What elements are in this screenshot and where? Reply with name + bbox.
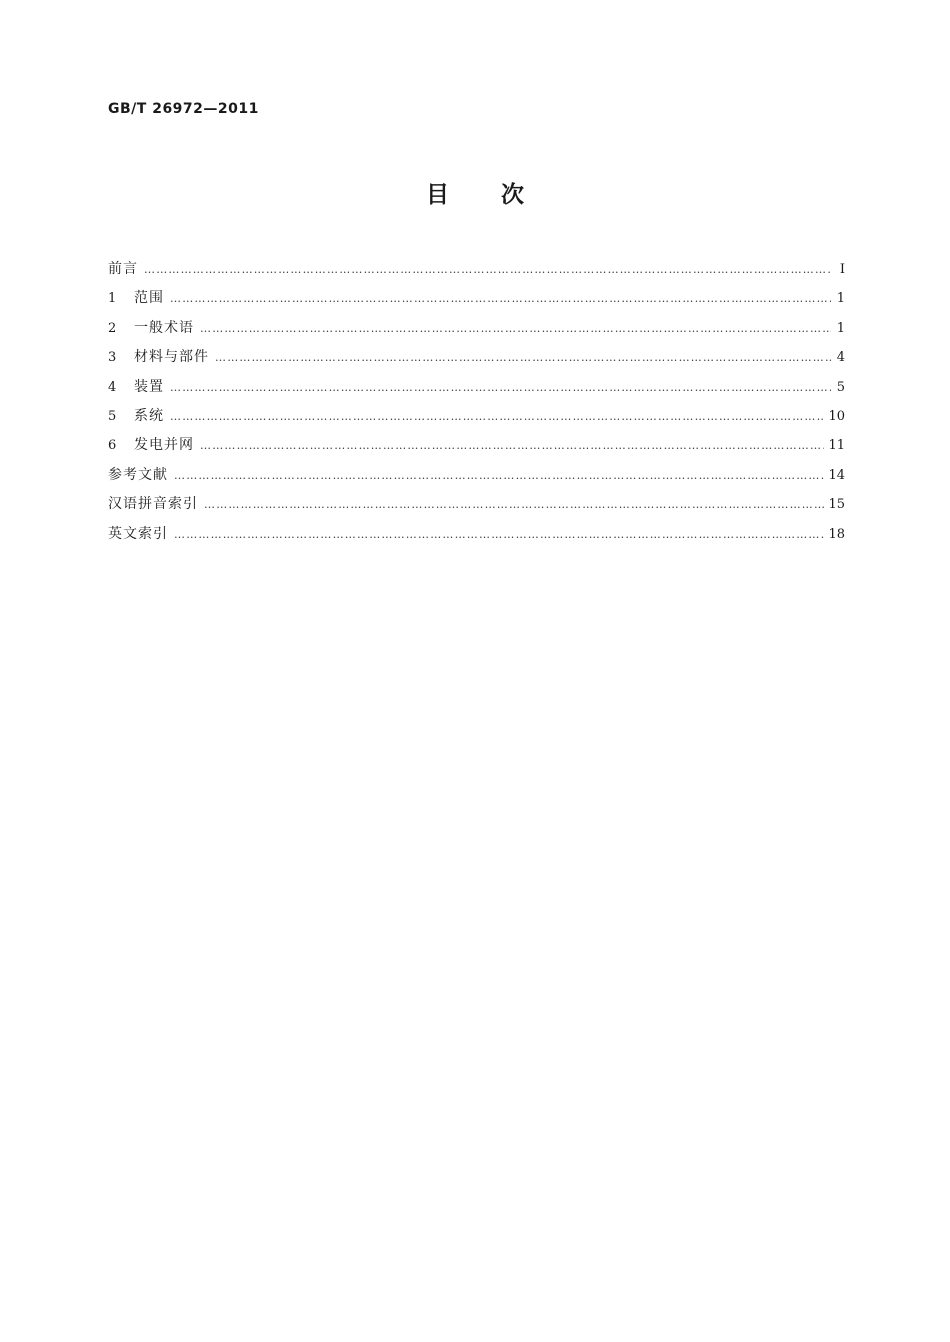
toc-entry-devices[interactable] xyxy=(108,376,845,405)
toc-leader-dots xyxy=(200,318,831,340)
toc-entry-general-terms[interactable] xyxy=(108,317,845,346)
toc-leader-dots xyxy=(204,494,824,516)
toc-entry-page: 1 xyxy=(836,291,845,307)
toc-entry-number: 1 xyxy=(108,291,117,307)
toc-entry-label: 一般术语 xyxy=(134,319,194,336)
title-char-2: 次 xyxy=(501,182,524,208)
toc-entry-label: 英文索引 xyxy=(108,525,168,542)
toc-leader-dots xyxy=(170,288,831,310)
toc-entry-label: 参考文献 xyxy=(108,466,168,483)
toc-leader-dots xyxy=(174,465,824,487)
toc-entry-references[interactable] xyxy=(108,464,845,493)
table-of-contents xyxy=(108,258,845,552)
toc-leader-dots xyxy=(200,435,824,457)
toc-entry-page: 11 xyxy=(828,438,845,454)
page-title xyxy=(0,180,950,210)
title-char-1: 目 xyxy=(426,182,449,208)
toc-entry-page: 4 xyxy=(836,350,845,366)
toc-leader-dots xyxy=(215,347,831,369)
toc-entry-label: 发电并网 xyxy=(134,437,194,454)
toc-entry-label: 汉语拼音索引 xyxy=(108,496,198,513)
toc-entry-grid-connection[interactable] xyxy=(108,434,845,463)
toc-leader-dots xyxy=(144,259,831,281)
toc-entry-label: 系统 xyxy=(134,407,164,424)
toc-entry-number: 6 xyxy=(108,438,117,454)
toc-entry-materials[interactable] xyxy=(108,346,845,375)
toc-entry-page: 18 xyxy=(828,526,845,542)
toc-entry-number: 4 xyxy=(108,379,117,395)
toc-entry-preface[interactable] xyxy=(108,258,845,287)
toc-entry-label: 前言 xyxy=(108,261,138,277)
toc-entry-page: 1 xyxy=(836,320,845,336)
toc-entry-number: 5 xyxy=(108,408,117,424)
toc-entry-label: 材料与部件 xyxy=(134,349,209,366)
toc-entry-page: 5 xyxy=(836,379,845,395)
toc-leader-dots xyxy=(170,377,831,399)
toc-entry-scope[interactable] xyxy=(108,287,845,316)
toc-entry-english-index[interactable] xyxy=(108,523,845,552)
toc-entry-page: Ⅰ xyxy=(839,262,845,277)
toc-entry-number: 2 xyxy=(108,320,117,336)
toc-entry-label: 范围 xyxy=(134,290,164,307)
toc-leader-dots xyxy=(170,406,824,428)
toc-entry-number: 3 xyxy=(108,350,117,366)
toc-entry-page: 10 xyxy=(828,408,845,424)
standard-code: GB/T 26972—2011 xyxy=(108,101,259,117)
toc-entry-systems[interactable] xyxy=(108,405,845,434)
toc-entry-page: 14 xyxy=(828,467,845,483)
toc-entry-pinyin-index[interactable] xyxy=(108,493,845,522)
toc-entry-label: 装置 xyxy=(134,378,164,395)
toc-entry-page: 15 xyxy=(828,497,845,513)
toc-leader-dots xyxy=(174,524,824,546)
